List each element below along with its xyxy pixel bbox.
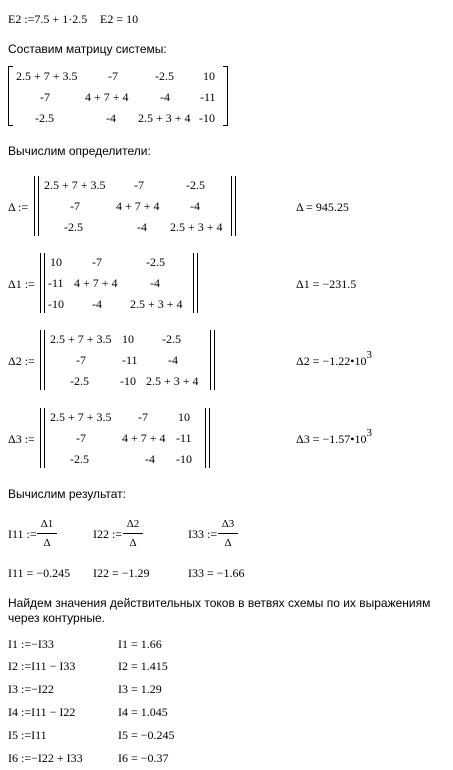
delta3-exponent: 3 bbox=[366, 427, 372, 439]
delta3-result: $\Delta 3 = -1.57•10^3$ bbox=[296, 427, 372, 446]
system-matrix bbox=[8, 66, 228, 126]
det-cell: -7 bbox=[70, 199, 80, 213]
matrix-cell: -7 bbox=[40, 90, 50, 104]
det-cell: -11 bbox=[122, 353, 138, 367]
det-cell: -4 bbox=[92, 297, 102, 311]
det-cell: -2.5 bbox=[186, 178, 205, 192]
i1-value: I1 = 1.66 bbox=[118, 637, 162, 651]
det-cell: -2.5 bbox=[64, 220, 83, 234]
e2-definition: E2 :=7.5 + 1·2.5 bbox=[8, 12, 88, 26]
det-cell: 4 + 7 + 4 bbox=[74, 276, 118, 290]
matrix-cell: -4 bbox=[106, 111, 116, 125]
delta1-label: Δ1 := bbox=[8, 277, 35, 291]
matrix-cell: -4 bbox=[160, 90, 170, 104]
i33-value: I33 = −1.66 bbox=[188, 566, 245, 580]
det-cell: -4 bbox=[168, 353, 178, 367]
i3-value: I3 = 1.29 bbox=[118, 682, 162, 696]
matrix-cell: 10 bbox=[203, 69, 215, 83]
delta-determinant bbox=[34, 176, 236, 236]
det-cell: -7 bbox=[92, 255, 102, 269]
det-cell: -7 bbox=[134, 178, 144, 192]
matrix-cell: 2.5 + 3 + 4 bbox=[138, 111, 191, 125]
det-cell: 2.5 + 3 + 4 bbox=[170, 220, 223, 234]
i33-denominator: Δ bbox=[224, 537, 232, 549]
i22-value: I22 = −1.29 bbox=[93, 566, 150, 580]
det-cell: -11 bbox=[48, 276, 64, 290]
det-cell: -10 bbox=[176, 452, 192, 466]
matrix-cell: -10 bbox=[199, 111, 215, 125]
i22-numerator: Δ2 bbox=[126, 518, 140, 530]
matrix-cell: -2.5 bbox=[35, 111, 54, 125]
matrix-cell: -2.5 bbox=[155, 69, 174, 83]
delta2-determinant bbox=[40, 330, 215, 390]
delta2-result: $\Delta 2 = -1.22•10^3$ bbox=[296, 349, 372, 368]
heading-branch-currents: Найдем значения действительных токов в ветвях схемы по их выражениям через контурные. bbox=[8, 596, 431, 625]
delta3-label: Δ3 := bbox=[8, 432, 35, 446]
matrix-cell: -11 bbox=[200, 90, 216, 104]
matrix-cell: 2.5 + 7 + 3.5 bbox=[16, 69, 78, 83]
det-cell: -2.5 bbox=[162, 332, 181, 346]
det-cell: 2.5 + 7 + 3.5 bbox=[50, 332, 112, 346]
det-cell: 4 + 7 + 4 bbox=[116, 199, 160, 213]
i11-fraction-bar bbox=[37, 533, 57, 534]
det-cell: -2.5 bbox=[70, 374, 89, 388]
heading-determinants: Вычислим определители: bbox=[8, 144, 151, 158]
delta1-result: Δ1 = −231.5 bbox=[296, 277, 357, 291]
det-cell: -2.5 bbox=[146, 255, 165, 269]
delta-result: Δ = 945.25 bbox=[296, 200, 349, 214]
i22-denominator: Δ bbox=[129, 537, 137, 549]
i11-numerator: Δ1 bbox=[40, 518, 54, 530]
i5-value: I5 = −0.245 bbox=[118, 728, 175, 742]
det-cell: -7 bbox=[76, 431, 86, 445]
i11-denominator: Δ bbox=[43, 537, 51, 549]
i33-numerator: Δ3 bbox=[221, 518, 235, 530]
det-cell: -4 bbox=[190, 199, 200, 213]
det-cell: -11 bbox=[176, 431, 192, 445]
i3-definition: I3 :=−I22 bbox=[8, 682, 54, 696]
delta-label: Δ := bbox=[8, 200, 29, 214]
i6-value: I6 = −0.37 bbox=[118, 751, 169, 765]
i6-definition: I6 :=−I22 + I33 bbox=[8, 751, 83, 765]
i5-definition: I5 :=I11 bbox=[8, 728, 47, 742]
i2-definition: I2 :=I11 − I33 bbox=[8, 659, 76, 673]
det-cell: -2.5 bbox=[70, 452, 89, 466]
i33-fraction-bar bbox=[218, 533, 238, 534]
det-cell: 10 bbox=[50, 255, 62, 269]
det-cell: -10 bbox=[48, 297, 64, 311]
i33-lhs: I33 := bbox=[188, 527, 218, 541]
det-cell: 4 + 7 + 4 bbox=[122, 431, 166, 445]
det-cell: -4 bbox=[150, 276, 160, 290]
matrix-left-bracket bbox=[8, 66, 13, 126]
i11-value: I11 = −0.245 bbox=[8, 566, 71, 580]
heading-system-matrix: Составим матрицу системы: bbox=[8, 42, 167, 56]
i11-lhs: I11 := bbox=[8, 527, 37, 541]
det-cell: -4 bbox=[137, 220, 147, 234]
i22-fraction-bar bbox=[123, 533, 143, 534]
det-cell: 2.5 + 7 + 3.5 bbox=[44, 178, 106, 192]
delta3-determinant bbox=[40, 408, 210, 468]
matrix-cell: -7 bbox=[108, 69, 118, 83]
delta2-exponent: 3 bbox=[366, 349, 372, 361]
i4-definition: I4 :=I11 − I22 bbox=[8, 705, 76, 719]
e2-result: E2 = 10 bbox=[100, 12, 139, 26]
det-cell: 10 bbox=[122, 332, 134, 346]
det-cell: 2.5 + 3 + 4 bbox=[130, 297, 183, 311]
det-cell: 2.5 + 3 + 4 bbox=[146, 374, 199, 388]
det-cell: -10 bbox=[120, 374, 136, 388]
delta2-label: Δ2 := bbox=[8, 354, 35, 368]
matrix-cell: 4 + 7 + 4 bbox=[85, 90, 129, 104]
det-cell: -4 bbox=[145, 452, 155, 466]
i2-value: I2 = 1.415 bbox=[118, 659, 168, 673]
matrix-right-bracket bbox=[223, 66, 228, 126]
delta1-determinant bbox=[40, 253, 198, 313]
det-cell: 2.5 + 7 + 3.5 bbox=[50, 410, 112, 424]
i22-lhs: I22 := bbox=[93, 527, 123, 541]
det-cell: -7 bbox=[138, 410, 148, 424]
i4-value: I4 = 1.045 bbox=[118, 705, 168, 719]
det-cell: -7 bbox=[76, 353, 86, 367]
det-cell: 10 bbox=[178, 410, 190, 424]
heading-result: Вычислим результат: bbox=[8, 487, 126, 501]
i1-definition: I1 :=−I33 bbox=[8, 637, 54, 651]
